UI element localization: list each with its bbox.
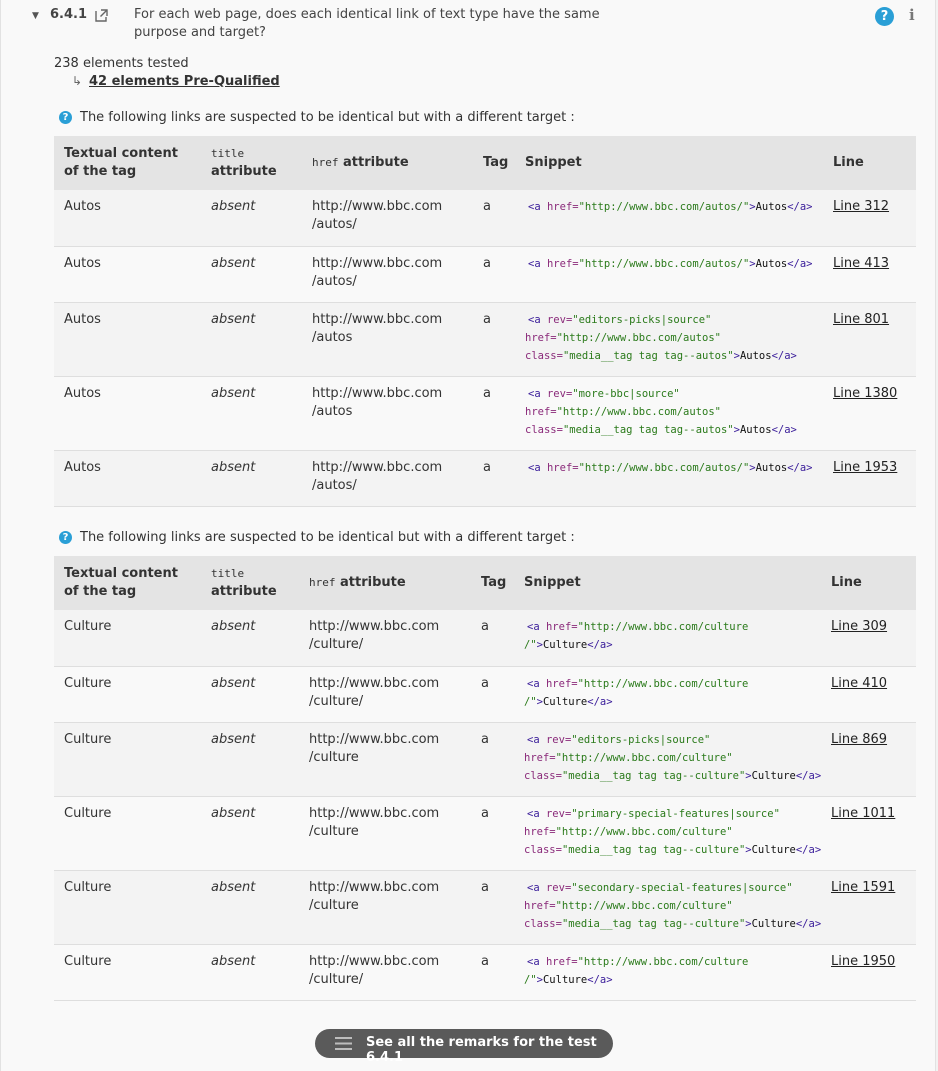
cell-text: Autos [54,376,201,450]
cell-line [823,246,916,302]
col-header-title: title attribute [201,136,302,190]
cell-href: http://www.bbc.com /autos [302,376,473,450]
table-row [54,190,916,246]
cell-line [821,944,916,1000]
cell-snippet: <a rev="editors-picks|source" href="http://www.bbc.com/culture" class="media__tag tag tag--culture">Culture</a> [514,722,821,796]
line-link[interactable]: Line 413 [833,255,890,271]
cell-text: Autos [54,450,201,506]
col-header-tag: Tag [471,556,514,610]
cell-title: absent [201,870,299,944]
cell-tag: a [473,376,515,450]
line-link[interactable]: Line 1591 [831,879,896,895]
col-header-href: href attribute [299,556,471,610]
cell-title: absent [201,722,299,796]
line-link[interactable]: Line 801 [833,311,890,327]
cell-title: absent [201,302,302,376]
table-row [54,450,916,506]
cell-tag: a [471,796,514,870]
col-header-href: href attribute [302,136,473,190]
cell-snippet: <a href="http://www.bbc.com/autos/">Autos</a> [515,450,823,506]
group-note [59,530,575,545]
cell-text: Culture [54,666,201,722]
line-link[interactable]: Line 1953 [833,459,898,475]
cell-line [823,302,916,376]
cell-href: http://www.bbc.com /autos [302,302,473,376]
cell-text: Autos [54,302,201,376]
group-note [59,110,575,125]
cell-snippet: <a rev="editors-picks|source" href="http://www.bbc.com/autos" class="media__tag tag tag--autos">Autos</a> [515,302,823,376]
cell-text: Culture [54,610,201,666]
cell-tag: a [473,450,515,506]
info-icon[interactable]: i [909,6,915,24]
cell-snippet: <a href="http://www.bbc.com/autos/">Autos</a> [515,246,823,302]
line-link[interactable]: Line 869 [831,731,888,747]
cell-href: http://www.bbc.com /culture [299,796,471,870]
cell-snippet: <a rev="secondary-special-features|source" href="http://www.bbc.com/culture" class="media__tag tag tag--culture">Culture</a> [514,870,821,944]
cell-line [821,666,916,722]
table-row [54,722,916,796]
line-link[interactable]: Line 1011 [831,805,896,821]
cell-title: absent [201,190,302,246]
cell-snippet: <a href="http://www.bbc.com/culture /">Culture</a> [514,610,821,666]
cell-tag: a [471,722,514,796]
line-link[interactable]: Line 309 [831,619,888,634]
cell-snippet: <a href="http://www.bbc.com/autos/">Autos</a> [515,190,823,246]
cell-title: absent [201,666,299,722]
cell-text: Culture [54,796,201,870]
cell-href: http://www.bbc.com /culture [299,722,471,796]
cell-href: http://www.bbc.com /autos/ [302,190,473,246]
see-all-remarks-label: See all the remarks for the test 6.4.1 [366,1035,597,1065]
help-icon[interactable]: ? [875,7,894,26]
tested-count: 238 elements tested [54,56,189,71]
cell-href: http://www.bbc.com /culture/ [299,944,471,1000]
col-header-snippet: Snippet [515,136,823,190]
table-row [54,610,916,666]
group-note-text: The following links are suspected to be identical but with a different target : [80,530,575,545]
list-icon [335,1037,352,1050]
cell-href: http://www.bbc.com /culture/ [299,610,471,666]
col-header-text: Textual content of the tag [54,556,201,610]
cell-line [821,722,916,796]
cell-title: absent [201,246,302,302]
test-header [1,0,937,50]
cell-title: absent [201,944,299,1000]
table-row [54,870,916,944]
cell-snippet: <a rev="primary-special-features|source" href="http://www.bbc.com/culture" class="media__tag tag tag--culture">Culture</a> [514,796,821,870]
line-link[interactable]: Line 312 [833,199,890,214]
cell-tag: a [471,610,514,666]
criterion-text: For each web page, does each identical link of text type have the same purpose and target? [134,7,600,40]
test-number: 6.4.1 [50,7,88,22]
cell-line [821,870,916,944]
cell-tag: a [473,190,515,246]
table-row [54,376,916,450]
cell-title: absent [201,610,299,666]
cell-snippet: <a href="http://www.bbc.com/culture /">Culture</a> [514,666,821,722]
table-row [54,796,916,870]
table-header-row [54,556,916,610]
cell-line [823,450,916,506]
cell-title: absent [201,376,302,450]
cell-line [821,610,916,666]
cell-text: Culture [54,944,201,1000]
cell-text: Culture [54,870,201,944]
see-all-remarks-button[interactable] [315,1029,613,1065]
col-header-snippet: Snippet [514,556,821,610]
cell-snippet: <a rev="more-bbc|source" href="http://www.bbc.com/autos" class="media__tag tag tag--autos">Autos</a> [515,376,823,450]
cell-snippet: <a href="http://www.bbc.com/culture /">Culture</a> [514,944,821,1000]
cell-title: absent [201,450,302,506]
table-row [54,666,916,722]
cell-text: Autos [54,190,201,246]
results-table [54,136,916,507]
cell-text: Autos [54,246,201,302]
table-row [54,246,916,302]
cell-tag: a [473,302,515,376]
table-row [54,302,916,376]
line-link[interactable]: Line 1950 [831,953,896,969]
help-icon: ? [59,531,72,544]
cell-href: http://www.bbc.com /culture [299,870,471,944]
return-arrow-icon: ↳ [72,74,83,88]
cell-line [823,190,916,246]
table-header-row [54,136,916,190]
prequalified-link[interactable]: 42 elements Pre-Qualified [89,74,280,89]
group-note-text: The following links are suspected to be identical but with a different target : [80,110,575,125]
help-icon: ? [59,111,72,124]
cell-tag: a [471,870,514,944]
cell-line [821,796,916,870]
col-header-title: title attribute [201,556,299,610]
cell-tag: a [471,944,514,1000]
results-table [54,556,916,1001]
cell-title: absent [201,796,299,870]
col-header-text: Textual content of the tag [54,136,201,190]
line-link[interactable]: Line 1380 [833,385,898,401]
col-header-line: Line [821,556,916,610]
col-header-tag: Tag [473,136,515,190]
collapse-caret-icon[interactable]: ▼ [32,11,39,21]
cell-tag: a [473,246,515,302]
cell-href: http://www.bbc.com /autos/ [302,246,473,302]
cell-line [823,376,916,450]
cell-href: http://www.bbc.com /culture/ [299,666,471,722]
line-link[interactable]: Line 410 [831,675,888,691]
external-link-icon[interactable] [95,8,109,22]
cell-text: Culture [54,722,201,796]
cell-href: http://www.bbc.com /autos/ [302,450,473,506]
table-row [54,944,916,1000]
col-header-line: Line [823,136,916,190]
cell-tag: a [471,666,514,722]
